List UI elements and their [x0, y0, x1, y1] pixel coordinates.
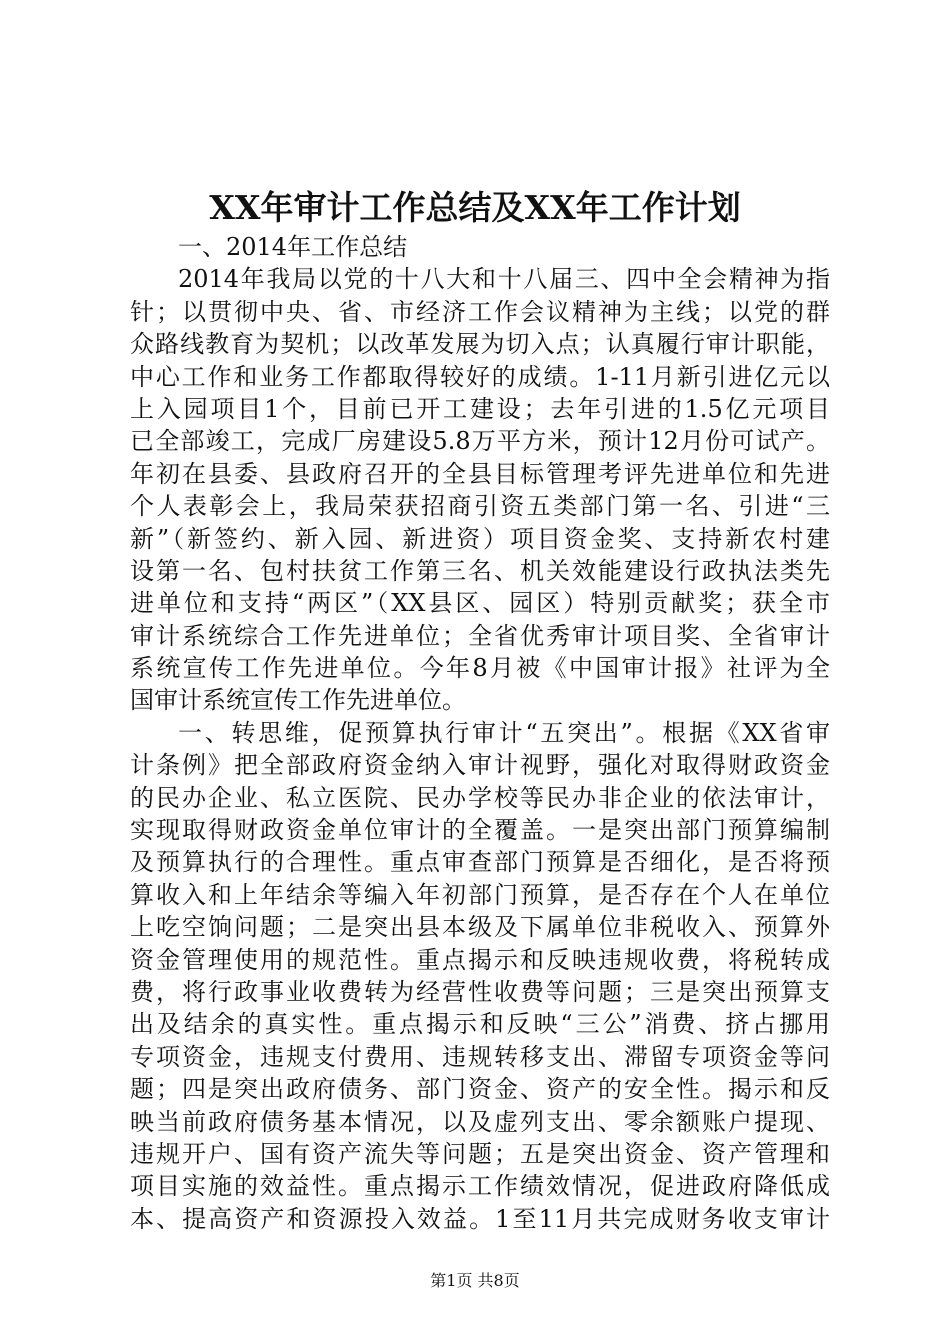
paragraph-line: 已全部竣工，完成厂房建设5.8万平方米，预计12月份可试产。	[130, 427, 830, 456]
paragraph-line: 2014年我局以党的十八大和十八届三、四中全会精神为指	[178, 265, 830, 294]
paragraph-line: 众路线教育为契机；以改革发展为切入点；认真履行审计职能，	[130, 330, 830, 359]
paragraph-line: 上入园项目1个，目前已开工建设；去年引进的1.5亿元项目	[130, 394, 830, 423]
document-body	[130, 231, 830, 1235]
paragraph-line: 国审计系统宣传工作先进单位。	[130, 686, 466, 715]
paragraph-line: 针；以贯彻中央、省、市经济工作会议精神为主线；以党的群	[130, 297, 830, 326]
paragraph-line: 的民办企业、私立医院、民办学校等民办非企业的依法审计，	[130, 783, 830, 812]
paragraph-line: 进单位和支持“两区”（XX县区、园区）特别贡献奖；获全市	[130, 589, 830, 618]
paragraph-line: 一、转思维，促预算执行审计“五突出”。根据《XX省审	[178, 718, 830, 747]
paragraph-line: 资金管理使用的规范性。重点揭示和反映违规收费，将税转成	[130, 945, 830, 974]
paragraph-line: 实现取得财政资金单位审计的全覆盖。一是突出部门预算编制	[130, 816, 830, 845]
paragraph-line: 个人表彰会上，我局荣获招商引资五类部门第一名、引进“三	[130, 492, 830, 521]
page-footer: 第1页 共8页	[430, 1271, 520, 1290]
paragraph-line: 算收入和上年结余等编入年初部门预算，是否存在个人在单位	[130, 880, 830, 909]
paragraph-line: 中心工作和业务工作都取得较好的成绩。1-11月新引进亿元以	[130, 362, 830, 391]
paragraph-line: 新”（新签约、新入园、新进资）项目资金奖、支持新农村建	[130, 524, 830, 553]
paragraph-line: 题；四是突出政府债务、部门资金、资产的安全性。揭示和反	[130, 1075, 830, 1104]
paragraph-line: 设第一名、包村扶贫工作第三名、机关效能建设行政执法类先	[130, 556, 830, 585]
paragraph-line: 及预算执行的合理性。重点审查部门预算是否细化，是否将预	[130, 848, 830, 877]
paragraph-line: 年初在县委、县政府召开的全县目标管理考评先进单位和先进	[130, 459, 830, 488]
paragraph-line: 费，将行政事业收费转为经营性收费等问题；三是突出预算支	[130, 977, 830, 1006]
paragraph-line: 计条例》把全部政府资金纳入审计视野，强化对取得财政资金	[130, 751, 830, 780]
paragraph-line: 映当前政府债务基本情况，以及虚列支出、零余额账户提现、	[130, 1107, 830, 1136]
paragraph-line: 项目实施的效益性。重点揭示工作绩效情况，促进政府降低成	[130, 1172, 830, 1201]
paragraph-line: 系统宣传工作先进单位。今年8月被《中国审计报》社评为全	[130, 654, 830, 683]
paragraph-line: 专项资金，违规支付费用、违规转移支出、滞留专项资金等问	[130, 1042, 830, 1071]
paragraph-line: 本、提高资产和资源投入效益。1至11月共完成财务收支审计	[130, 1204, 830, 1233]
document-title: XX年审计工作总结及XX年工作计划	[209, 188, 741, 227]
paragraph-line: 出及结余的真实性。重点揭示和反映“三公”消费、挤占挪用	[130, 1010, 830, 1039]
paragraph-line: 审计系统综合工作先进单位；全省优秀审计项目奖、全省审计	[130, 621, 830, 650]
paragraph-line: 上吃空饷问题；二是突出县本级及下属单位非税收入、预算外	[130, 913, 830, 942]
paragraph-line: 违规开户、国有资产流失等问题；五是突出资金、资产管理和	[130, 1139, 830, 1168]
section-heading: 一、2014年工作总结	[178, 233, 408, 261]
